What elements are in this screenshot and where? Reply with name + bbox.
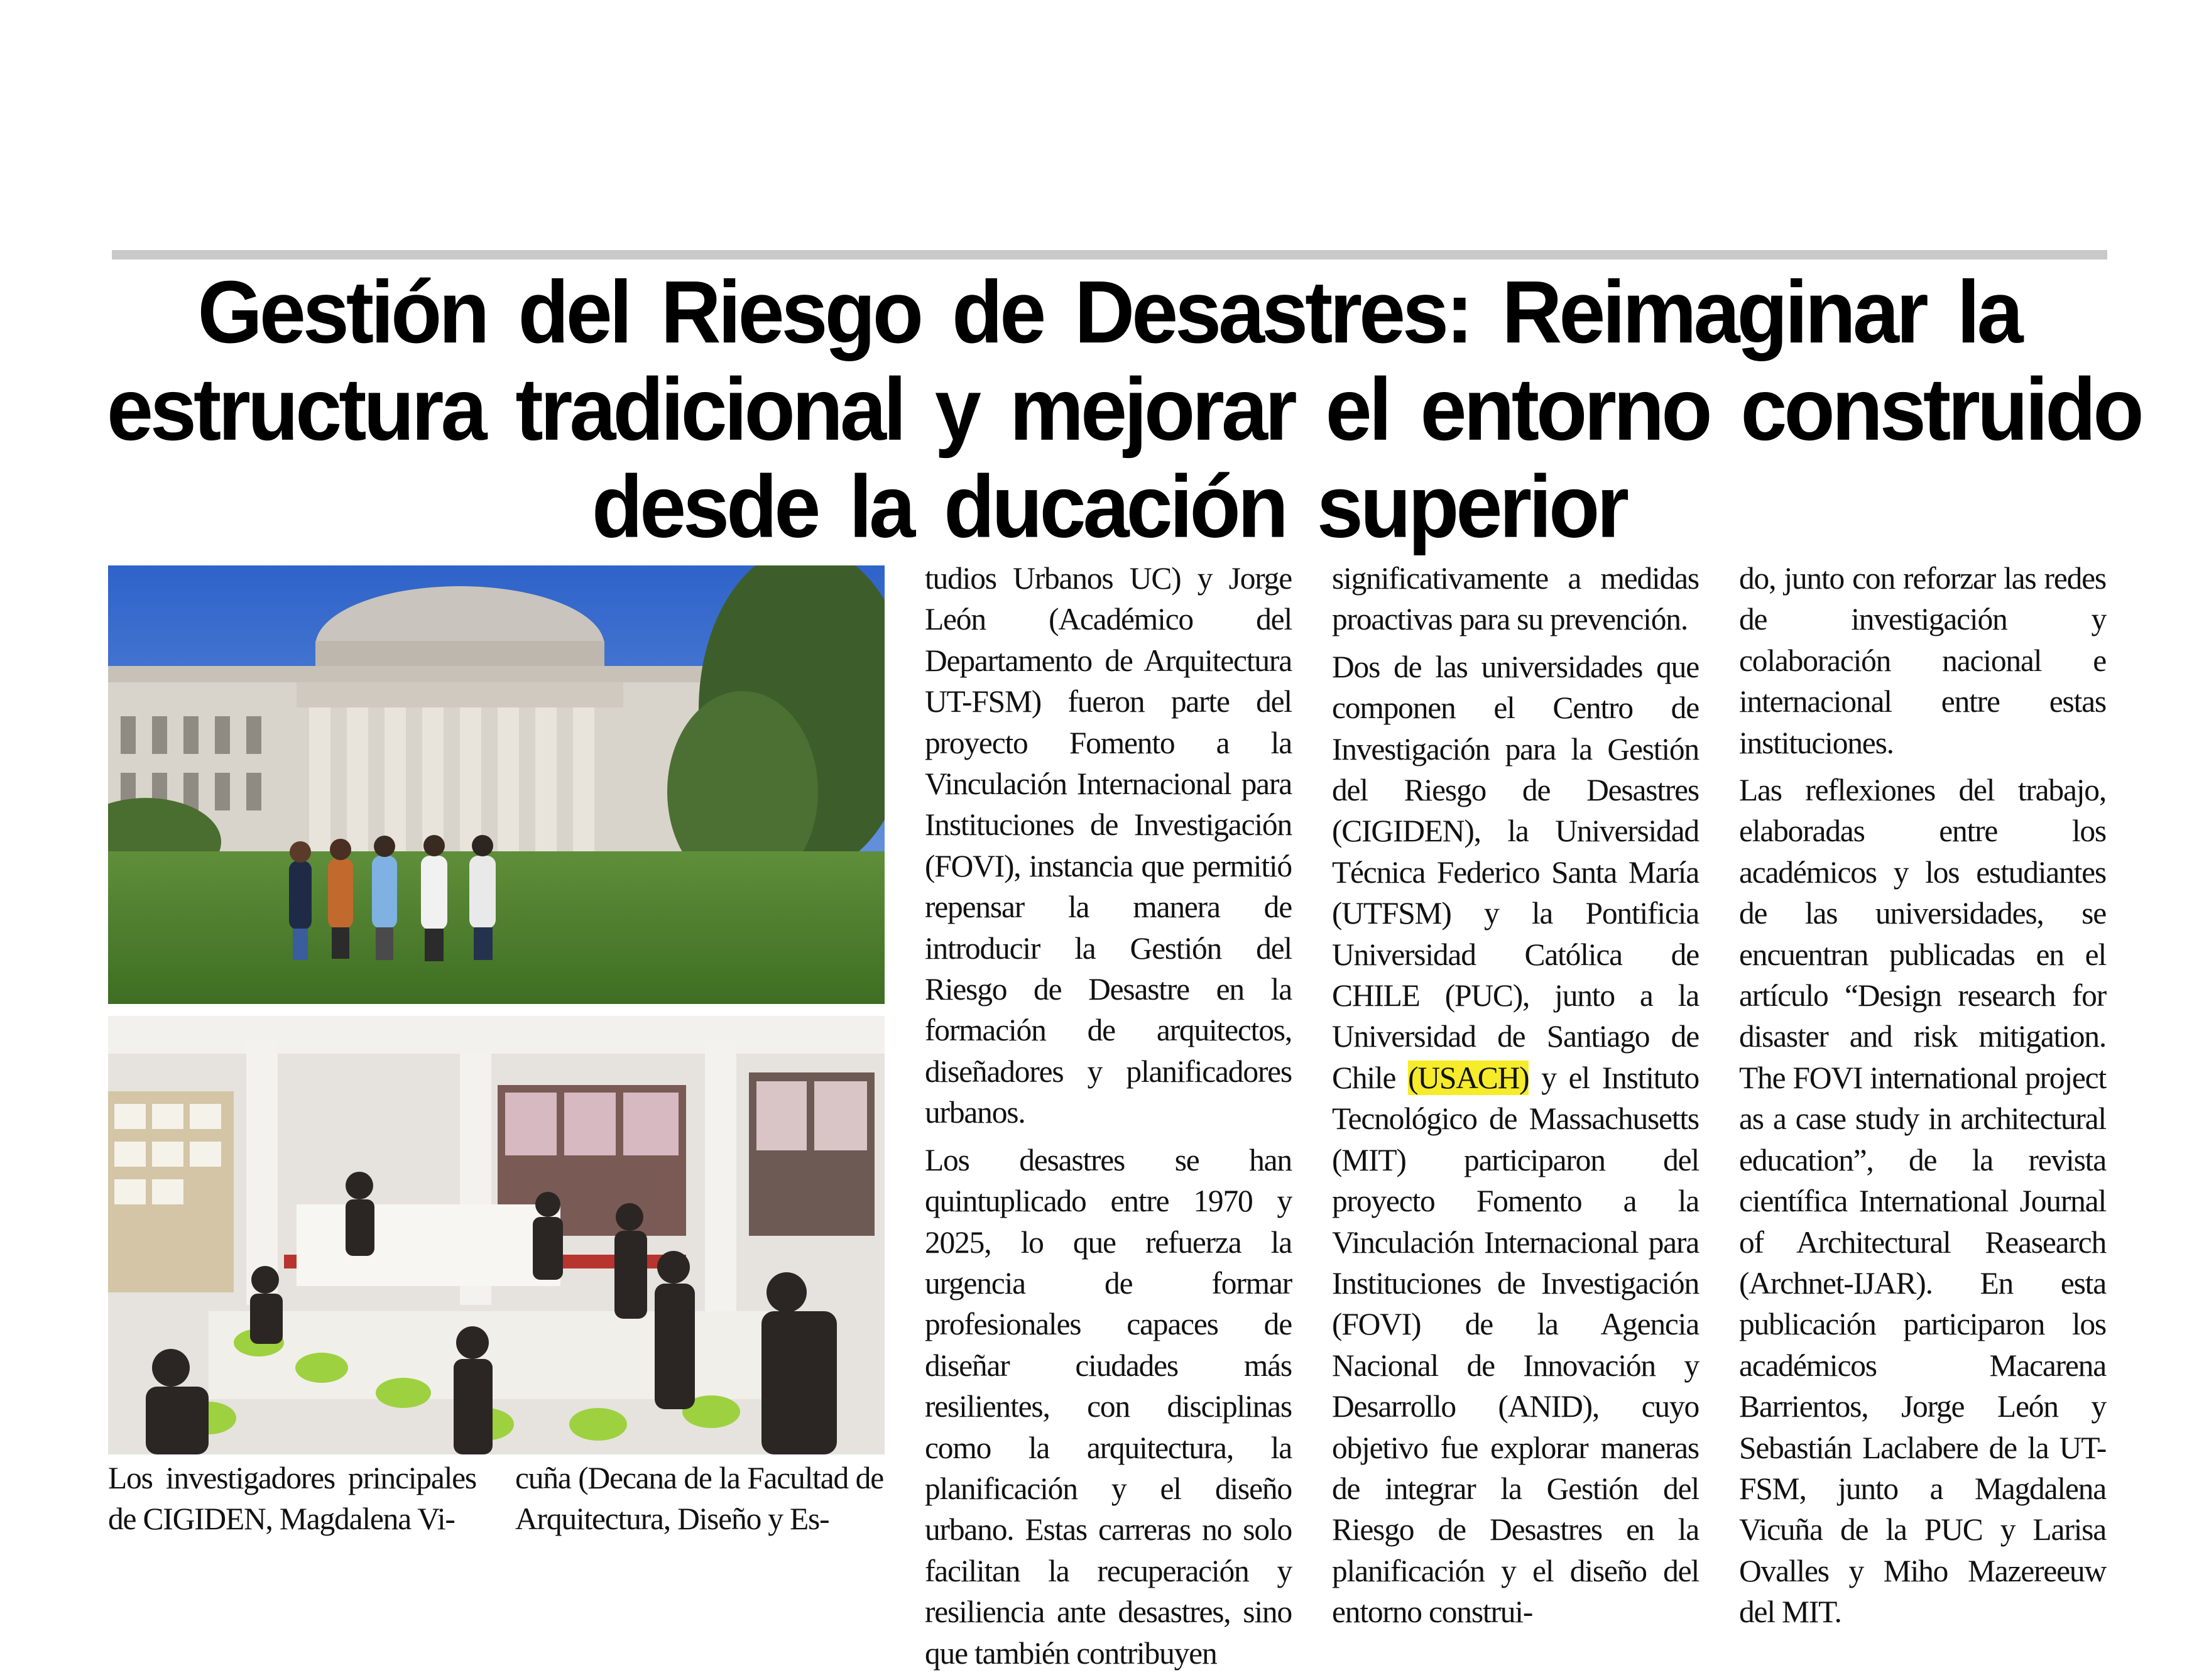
- column2-paragraph-2: [1332, 646, 1699, 1633]
- headline-line-1: Gestión del Riesgo de Desastres: Reimaginar la: [197, 263, 2021, 362]
- column3-paragraph-1: do, junto con reforzar las redes de investigación y colaboración nacional e internacional entre estas instituciones.: [1739, 561, 2106, 760]
- column2-paragraph-1: significativamente a medidas proactivas para su prevención.: [1332, 561, 1699, 637]
- usach-highlight: (USACH): [1408, 1060, 1529, 1095]
- article-column-2: [1332, 558, 1699, 1639]
- headline: [107, 263, 2141, 557]
- article-column-1: [925, 558, 1292, 1680]
- caption-text-1: Los investigadores principales de CIGIDEN, Magdalena Vi-: [108, 1461, 476, 1537]
- header-rule: [112, 250, 2107, 259]
- column3-paragraph-2: Las reflexiones del trabajo, elaboradas entre los académicos y los estudiantes de las universidades, se encuentran publicadas en el artículo “Design research for disaster and risk mitigation. The FOVI international project as a case study in architectural education”, de la revista científica International Journal of Architectural Reasearch (Archnet-IJAR). En esta publicación participaron los académicos Macarena Barrientos, Jorge León y Sebastián Laclabere de la UT-FSM, junto a Magdalena Vicuña de la PUC y Larisa Ovalles y Miho Mazereeuw del MIT.: [1739, 773, 2106, 1630]
- classroom-photo: [108, 1016, 885, 1454]
- column2-text-after: y el Instituto Tecnológico de Massachusetts (MIT) participaron del proyecto Fomento a la Vinculación Internacional para Instituciones de Investigación (FOVI) de la Agencia Nacional de Innovación y Desarrollo (ANID), cuyo objetivo fue explorar maneras de integrar la Gestión del Riesgo de Desastres en la planificación y el diseño del entorno construi-: [1332, 1060, 1699, 1630]
- article-column-3: [1739, 558, 2106, 1639]
- column2-text-before: Dos de las universidades que componen el Centro de Investigación para la Gestión del Riesgo de Desastres (CIGIDEN), la Universidad Técnica Federico Santa María (UTFSM) y la Pontificia Universidad Católica de CHILE (PUC), junto a la Universidad de Santiago de Chile: [1332, 649, 1699, 1095]
- headline-line-2: estructura tradicional y mejorar el entorno construido: [107, 360, 2141, 459]
- photo-caption-part-2: [515, 1458, 883, 1546]
- photo-caption-part-1: [108, 1458, 476, 1546]
- caption-text-2: cuña (Decana de la Facultad de Arquitectura, Diseño y Es-: [515, 1461, 883, 1537]
- headline-line-3: desde la ducación superior: [591, 457, 1627, 557]
- column1-paragraph-2: Los desastres se han quintuplicado entre 1970 y 2025, lo que refuerza la urgencia de formar profesionales capaces de diseñar ciudades más resilientes, con disciplinas como la arquitectura, la planificación y el diseño urbano. Estas carreras no solo facilitan la recuperación y resiliencia ante desastres, sino que también contribuyen: [925, 1142, 1292, 1671]
- mit-group-photo: [108, 565, 885, 1004]
- mit-great-dome-group-photo-icon: [108, 565, 885, 1004]
- column1-paragraph-1: tudios Urbanos UC) y Jorge León (Académico del Departamento de Arquitectura UT-FSM) fueron parte del proyecto Fomento a la Vinculación Internacional para Instituciones de Investigación (FOVI), instancia que permitió repensar la manera de introducir la Gestión del Riesgo de Desastre en la formación de arquitectos, diseñadores y planificadores urbanos.: [925, 561, 1292, 1130]
- classroom-workshop-photo-icon: [108, 1016, 885, 1454]
